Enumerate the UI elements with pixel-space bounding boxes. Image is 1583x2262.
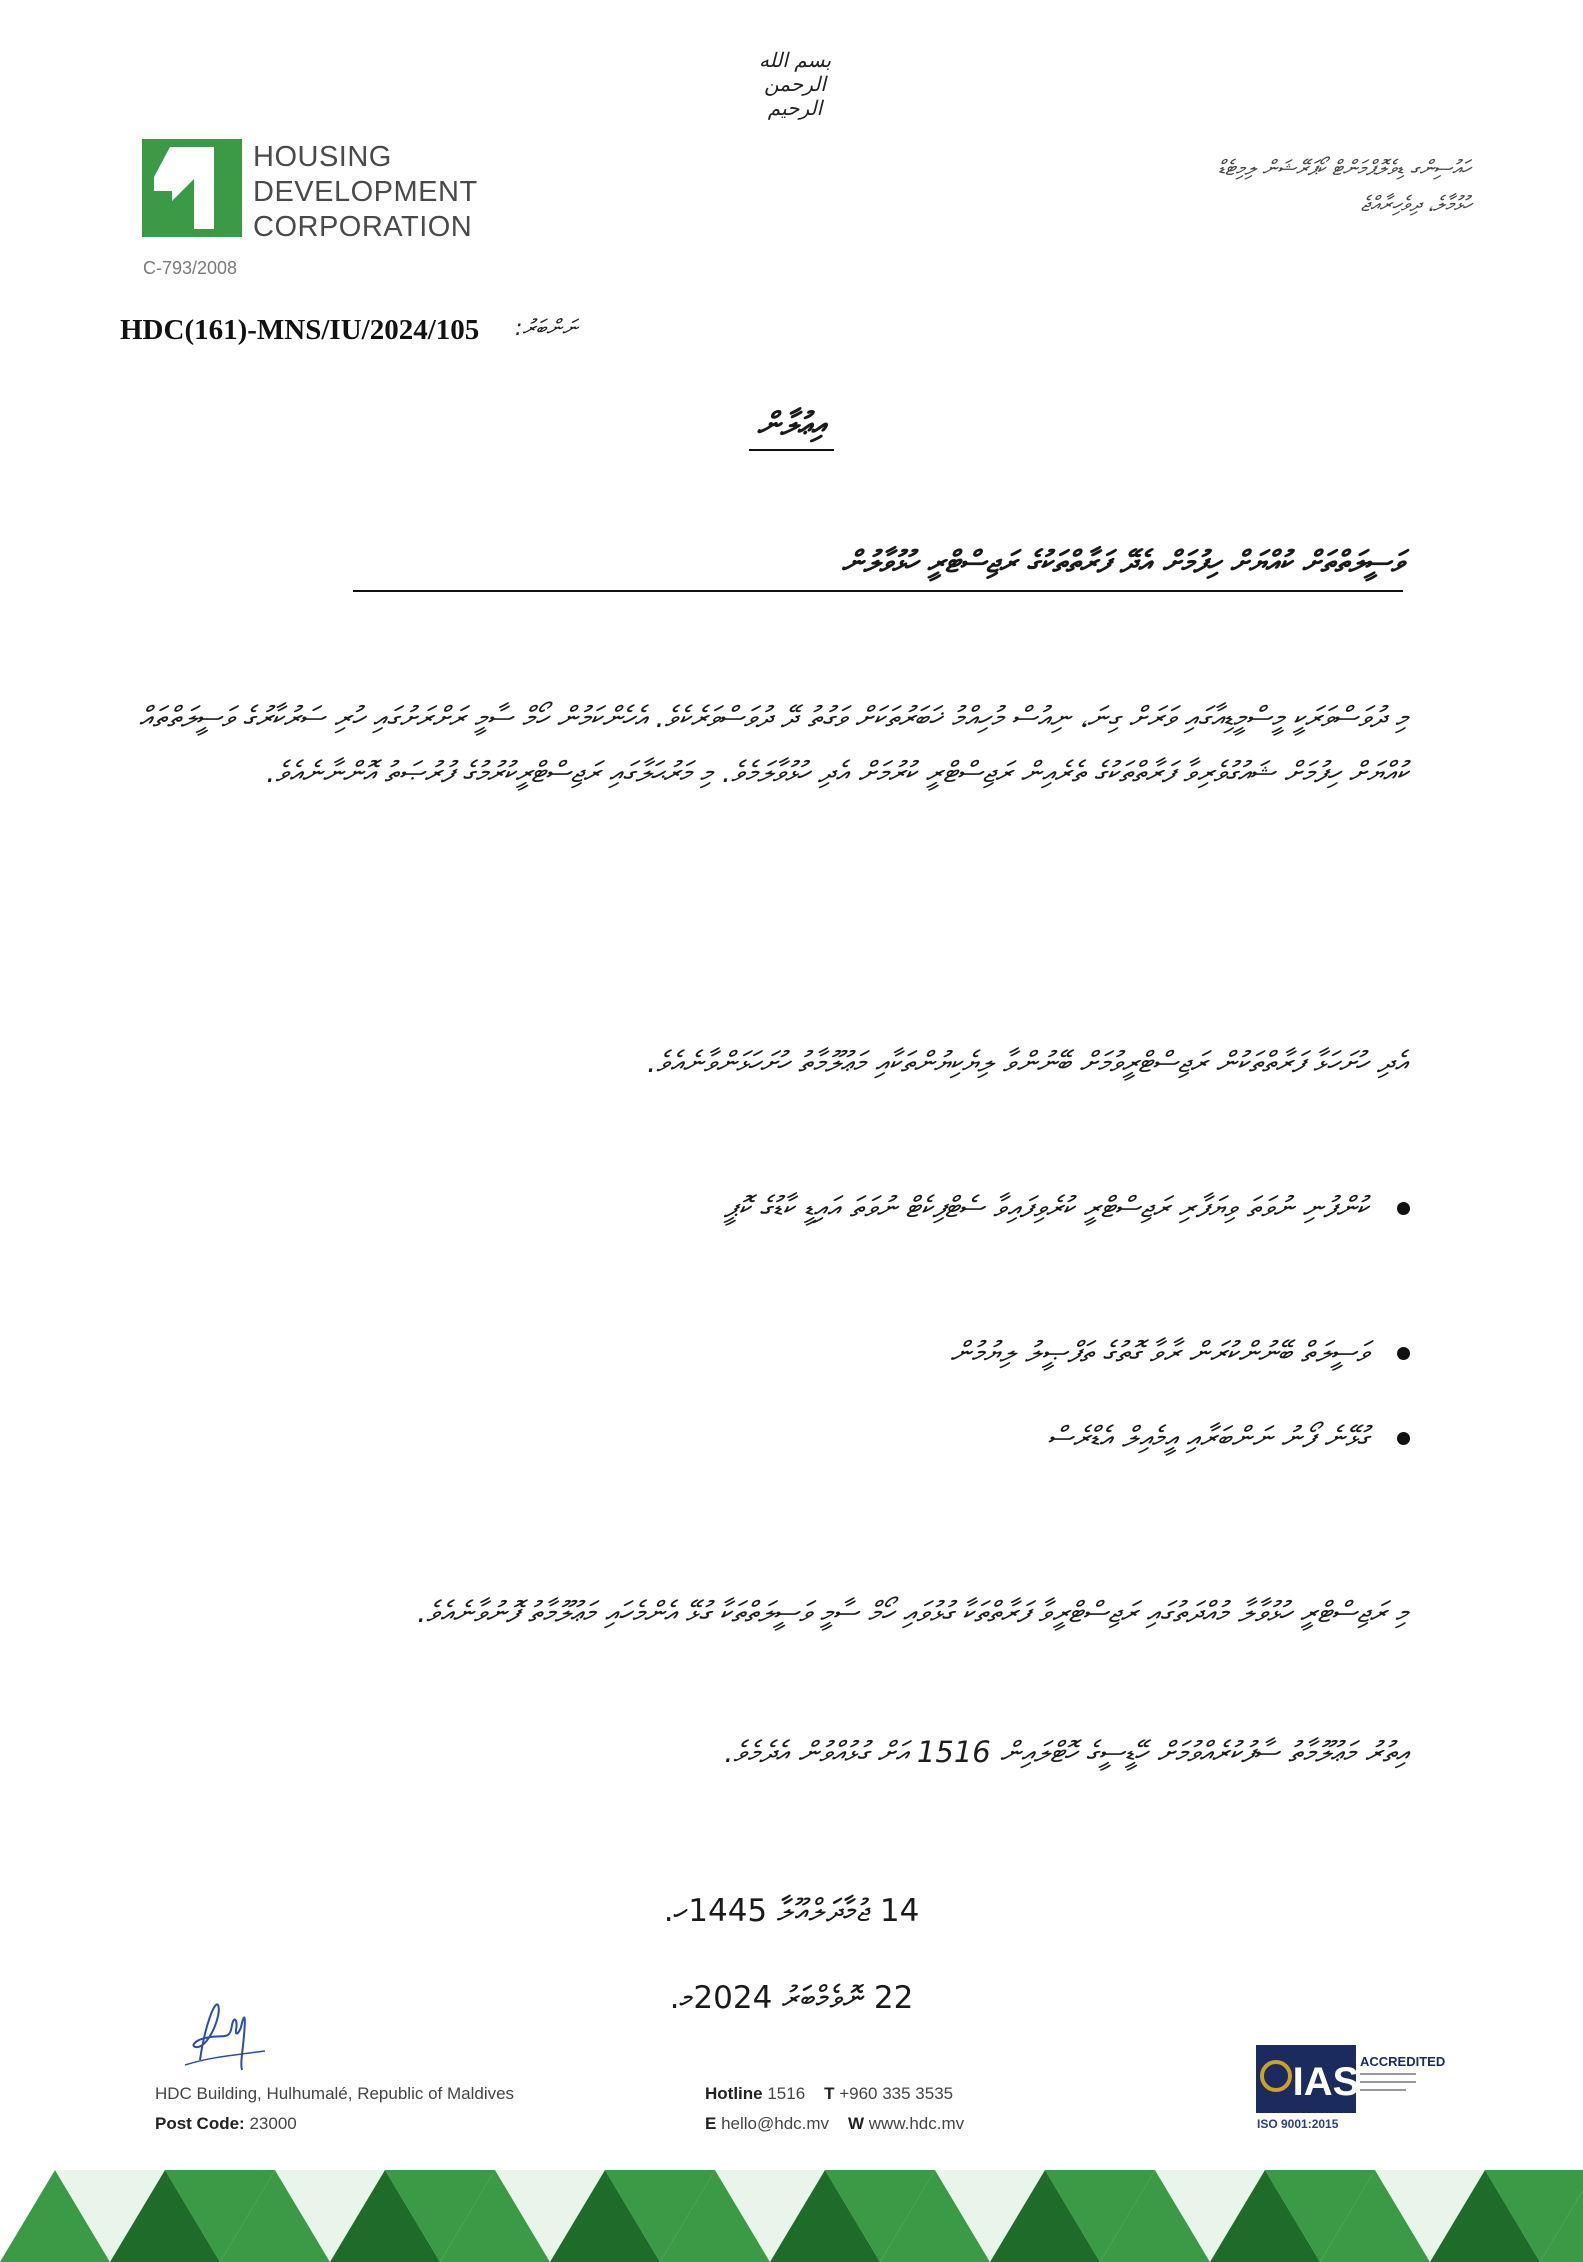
- bullet-text: ކުންފުނި ނުވަތަ ވިޔަފާރި ރަޖިސްޓްރީ ކުރެވިފައިވާ ސެޓްފިކެޓް ނުވަތަ އައިޑީ ކާޑުގެ ކޮޕީ: [723, 1190, 1368, 1224]
- logo-line: CORPORATION: [253, 211, 473, 243]
- web-value[interactable]: www.hdc.mv: [868, 2114, 965, 2133]
- email-label: E: [705, 2114, 717, 2133]
- hdc-logo-icon: [142, 139, 242, 237]
- bullet-text: ގުޅޭނެ ފޯނު ނަންބަރާއި އީމެއިލް އެޑްރެސް: [1047, 1420, 1368, 1454]
- date-gregorian: 22 ނޮވެމްބަރު 2024މ.: [669, 1980, 914, 2016]
- bullet-item: [118, 1325, 1368, 1380]
- tel-label: T: [824, 2084, 835, 2103]
- postcode-label: Post Code:: [155, 2114, 245, 2133]
- bullet-text: ވަސީލަތް ބޭނުންކުރަން ރާވާ ގޮތުގެ ތަފްޞީލު ލިޔުމުން: [950, 1335, 1368, 1369]
- bullet-icon: [1397, 1432, 1410, 1445]
- footer-postcode: [155, 2114, 297, 2134]
- email-value[interactable]: hello@hdc.mv: [721, 2114, 830, 2133]
- body-paragraph: އެދި ހުށަހަޅާ ފަރާތްތަކުން ރަޖިސްޓްރީވުމަށް ބޭނުންވާ ލިޔެކިޔުންތަކާއި މަޢުލޫމާތު ހުށަހަޅަންވާނެއެވެ.: [647, 1045, 1408, 1079]
- organization-name-thaana: [1111, 150, 1471, 222]
- body-paragraph: މި ރަޖިސްޓްރީ ހުޅުވާލާ މުއްދަތުގައި ރަޖިސްޓްރީވާ ފަރާތްތަކާ ގުޅުވައި ހޯމް ސާމީ ވަސީލަތްތަކާ ގުޅޭ އެންމެހައި މަޢުލޫމާތު ފޮނުވާނެއެވެ.: [417, 1595, 1408, 1629]
- bullet-icon: [1397, 1202, 1410, 1215]
- bullet-icon: [1397, 1347, 1410, 1360]
- bismillah-calligraphy: بسم الله الرحمن الرحيم: [758, 48, 832, 120]
- bullet-item: [118, 1410, 1368, 1465]
- date-hijri: 14 ޖުމާދަލްއޫލާ 1445ހ.: [663, 1893, 920, 1929]
- signature-icon: [180, 1985, 270, 2075]
- footer-contact-phone: [705, 2084, 953, 2104]
- body-paragraph: މި ދުވަސްވަރަކީ މީސްމީޑިއާގައި ވަރަށް ގިނަ، ނިއުސް މުހިއްމު ޚަބަރުތަކަށް ވަގުތު ދޭ ދުވަސްވަރެކެވެ. އެހެންކަމުން ހޯމް ސާމީ ރަށްރަށުގައި ހުރި ސަރުކާރުގެ ވަސީލަތްތައް ކުއްޔަށް ހިފުމަށް ޝައުގުވެރިވާ ފަރާތްތަކުގެ ތެރެއިން ރަޖިސްޓްރީ ކުރުމަށް އެދި ހުޅުވާލަމެވެ. މި މަރުޙަލާގައި ރަޖިސްޓްރީކުރުމުގެ ފުރުޞަތު އޮންނާނެއެވެ.: [138, 700, 1408, 789]
- accredited-label: ACCREDITED: [1360, 2054, 1446, 2069]
- document-title-text: އިޢުލާން: [749, 405, 834, 451]
- hotline-label: Hotline: [705, 2084, 763, 2103]
- bullet-item: [118, 1180, 1368, 1235]
- logo-line: DEVELOPMENT: [253, 176, 478, 208]
- logo-line: HOUSING: [253, 141, 392, 173]
- footer-triangle-pattern: [0, 2170, 1583, 2262]
- subject-line: ވަސީލަތްތަށް ކުއްޔަށް ހިފުމަށް އެދޭ ފަރާތްތަކުގެ ރަޖިސްޓްރީ ހުޅުވާލުން: [353, 545, 1403, 592]
- reference-number: HDC(161)-MNS/IU/2024/105: [120, 314, 480, 346]
- document-title: [0, 405, 1583, 444]
- organization-line: ހައުސިންގ ޑިވެލޮޕްމަންޓް ކޯޕަރޭޝަން ލިމިޓެޑް: [1217, 156, 1471, 180]
- footer-address: HDC Building, Hulhumalé, Republic of Maldives: [155, 2084, 515, 2103]
- logo-wordmark: [253, 140, 478, 245]
- ias-label: IAS: [1292, 2060, 1360, 2104]
- footer-contact-web: [705, 2114, 964, 2134]
- postcode-value: 23000: [249, 2114, 297, 2133]
- registration-number: C-793/2008: [143, 258, 238, 278]
- reference-label: ނަންބަރު:: [515, 316, 578, 341]
- organization-line: ހުޅުމާލެ، ދިވެހިރާއްޖެ: [1360, 192, 1471, 216]
- web-label: W: [847, 2114, 864, 2133]
- iso-certification: ISO 9001:2015: [1257, 2117, 1339, 2131]
- tel-value: +960 335 3535: [839, 2084, 954, 2103]
- hotline-value: 1516: [767, 2084, 806, 2103]
- body-paragraph: އިތުރު މަޢުލޫމާތު ސާފުކުރެއްވުމަށް ހޭޑީސީގެ ހޮޓްލައިން 1516 އަށް ގުޅުއްވުން އެދެމެވެ.: [724, 1735, 1408, 1769]
